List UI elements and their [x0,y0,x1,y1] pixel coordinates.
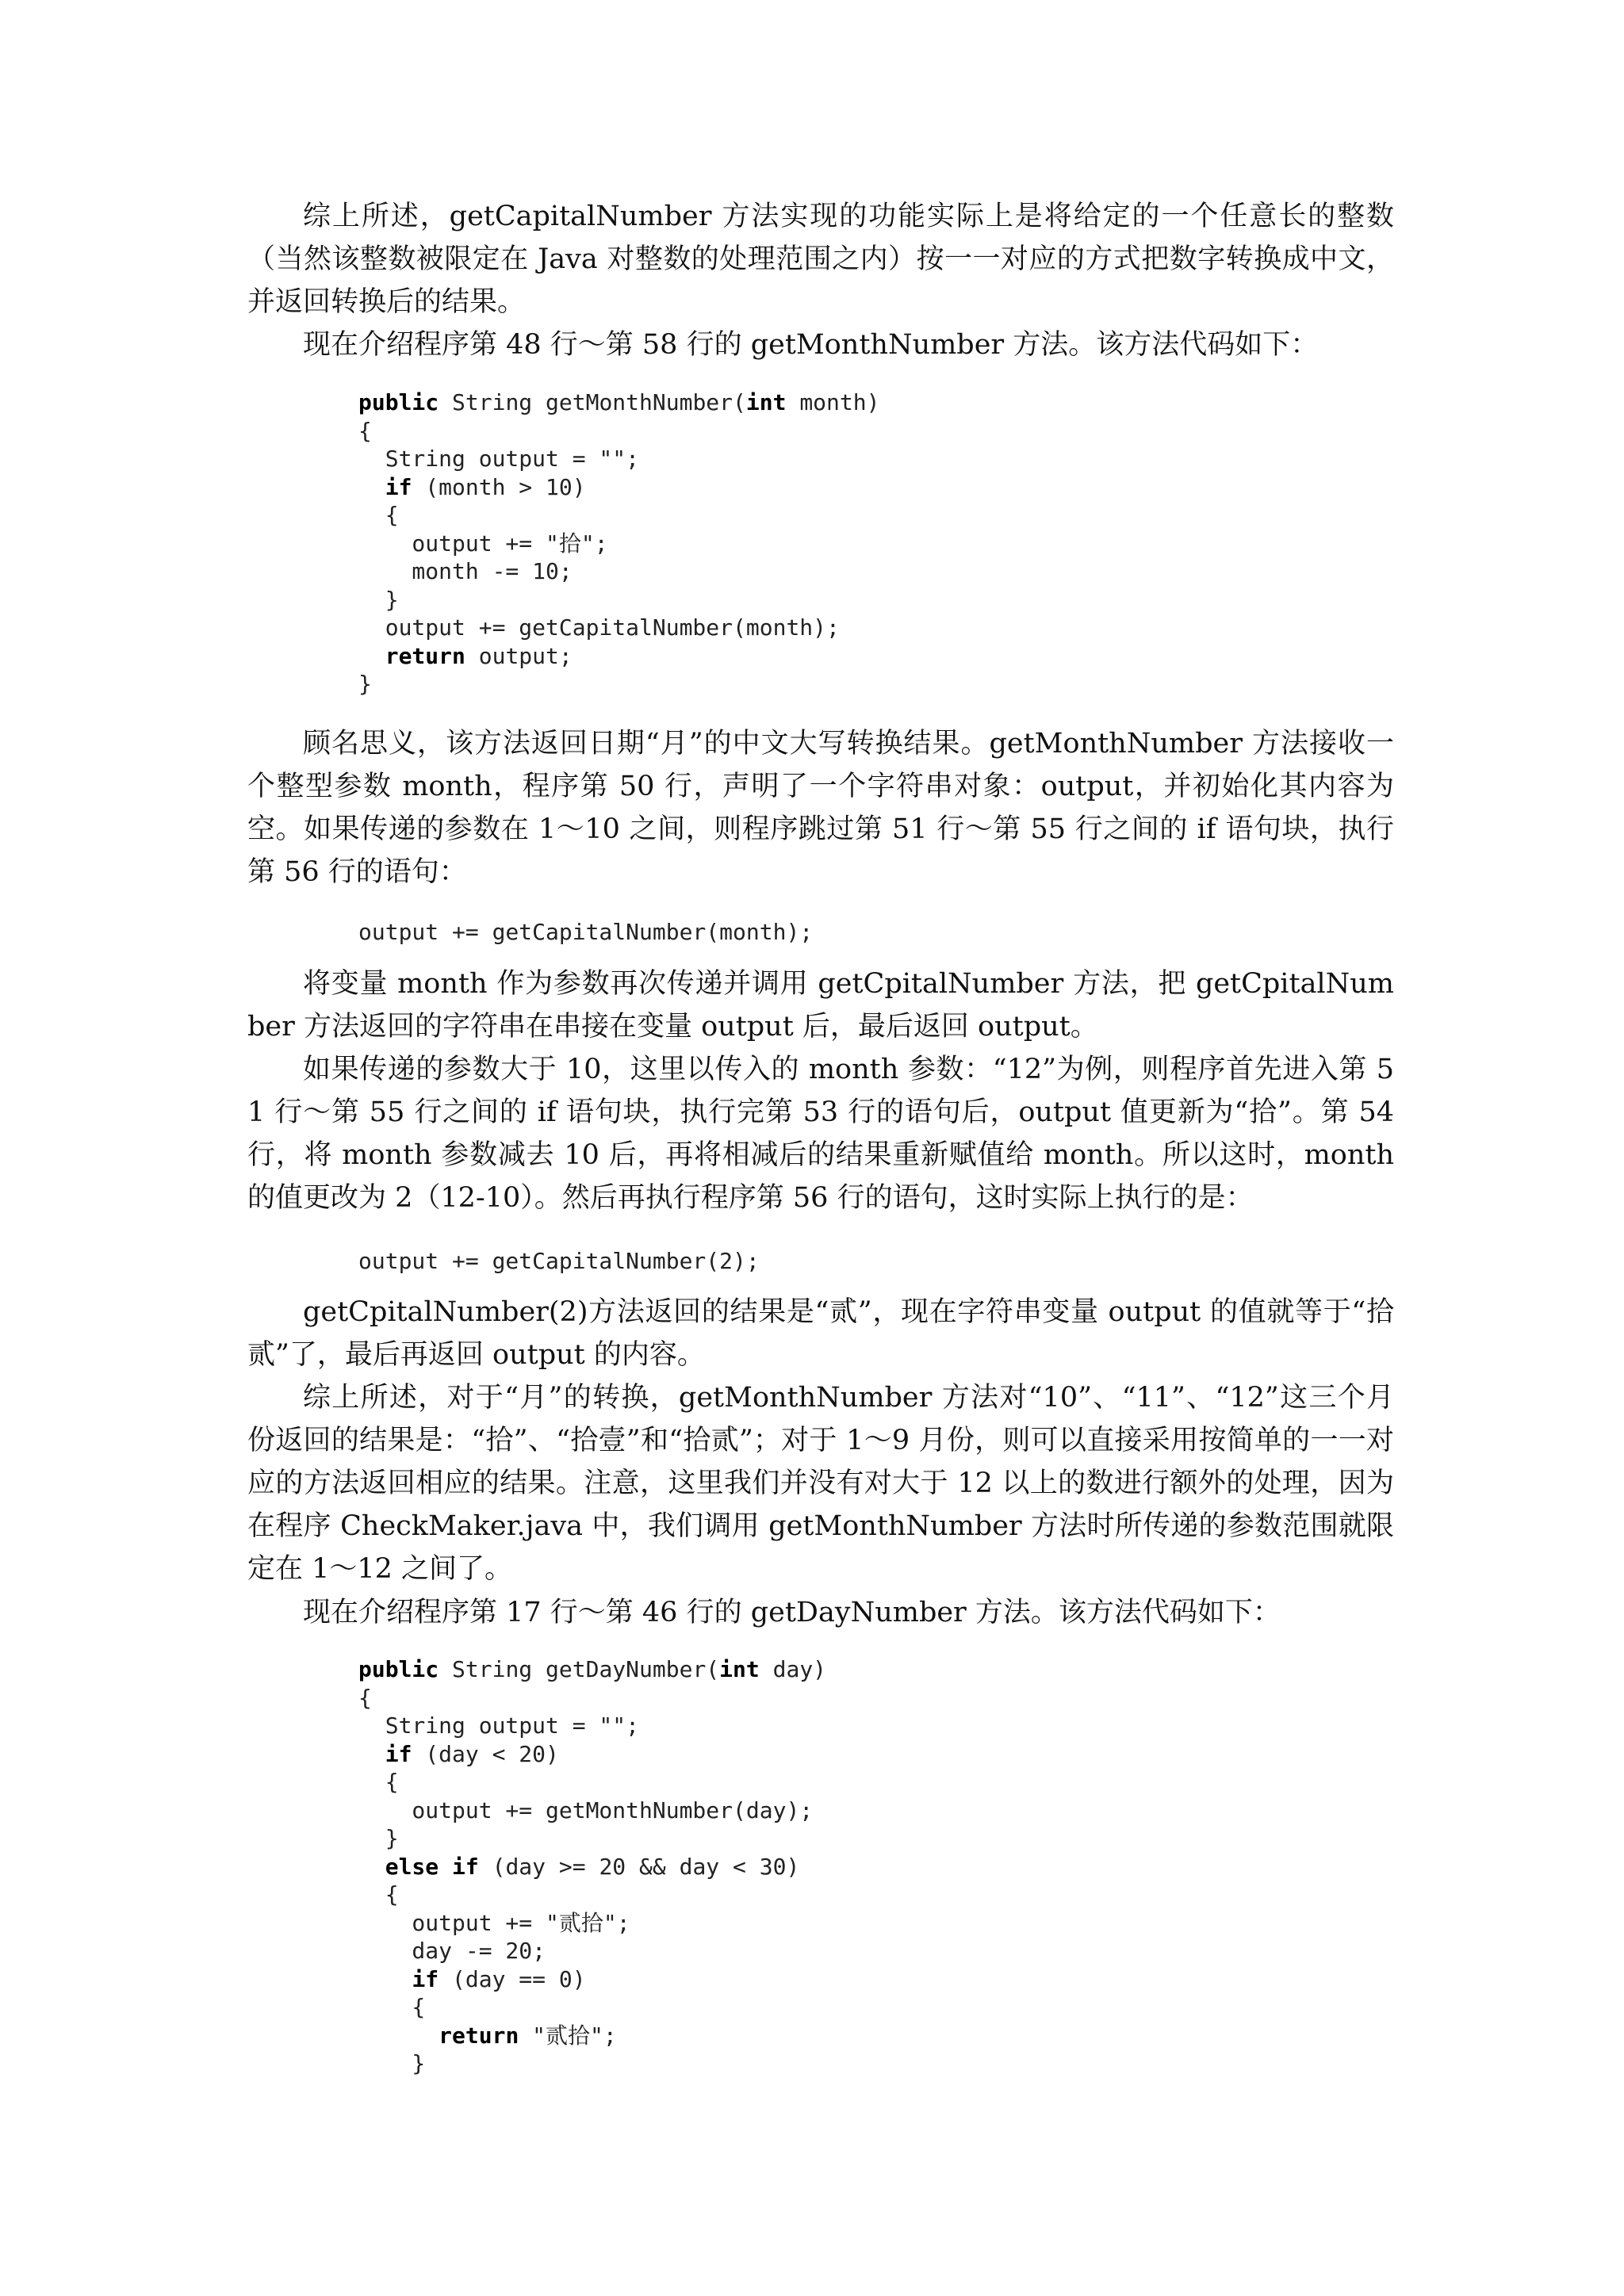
code-text: (day < 20) [412,1740,559,1767]
code-text: String output = ""; [358,446,640,472]
code-text: (day >= 20 && day < 30) [478,1853,800,1880]
code-line [358,1655,1389,1684]
code-text: { [358,1994,426,2020]
code-line [358,2049,1389,2078]
code-block-getmonthnumber [358,388,1389,698]
code-line [358,557,1389,586]
code-text: output += getCapitalNumber(month); [358,919,814,945]
code-keyword: else if [385,1853,479,1880]
code-line [358,1965,1389,1994]
code-text: } [358,586,399,613]
code-line [358,473,1389,502]
code-line [358,1909,1389,1938]
code-line [358,1684,1389,1712]
code-line [358,501,1389,530]
code-line [358,1824,1389,1853]
paragraph-getcpitalnumber-result: getCpitalNumber(2)方法返回的结果是“贰”，现在字符串变量 output 的值就等于“拾贰”了，最后再返回 output 的内容。 [247,1296,1394,1371]
code-text: String getMonthNumber( [439,389,746,415]
code-text: } [358,2050,426,2076]
code-block-statement-two [358,1247,1389,1276]
code-text: output; [465,642,573,669]
code-line [358,1937,1389,1965]
code-text [358,1854,385,1880]
code-text: } [358,671,372,697]
code-text: } [358,1825,399,1851]
code-text: "贰拾"; [519,2022,617,2049]
code-line [358,530,1389,558]
code-keyword: int [719,1656,760,1682]
code-text [358,1741,385,1767]
paragraph-month-greater-than-ten: 如果传递的参数大于 10，这里以传入的 month 参数：“12”为例，则程序首先进入第 51 行～第 55 行之间的 if 语句块，执行完第 53 行的语句后，output 值更新为“拾”。第 54 行，将 month 参数减去 10 后，再将相减后的结果重新赋值给 month。所以这时，month 的值更改为 2（12-10）。然后再执行程序第 56 行的语句，这时实际上执行的是： [247,1054,1395,1214]
code-text: output += getMonthNumber(day); [358,1797,814,1823]
code-text [358,474,385,500]
code-keyword: return [439,2022,519,2049]
code-text: output += getCapitalNumber(month); [358,614,840,641]
code-line [358,918,1389,947]
code-line [358,614,1389,642]
paragraph-intro-getmonthnumber: 现在介绍程序第 48 行～第 58 行的 getMonthNumber 方法。该方法代码如下： [303,329,1319,361]
paragraph-pass-month-variable: 将变量 month 作为参数再次传递并调用 getCpitalNumber 方法，把 getCpitalNumber 方法返回的字符串在串接在变量 output 后，最后返回 output。 [247,968,1394,1043]
code-text: { [358,1769,399,1795]
code-text: output += "拾"; [358,530,608,557]
code-line [358,1768,1389,1797]
code-text: { [358,1881,399,1908]
code-text: output += "贰拾"; [358,1909,630,1936]
code-keyword: public [358,389,439,415]
code-line [358,586,1389,614]
code-line [358,1993,1389,2022]
code-text [358,2022,439,2049]
code-text: (day == 0) [439,1965,586,1992]
code-line [358,445,1389,473]
code-line [358,1797,1389,1825]
code-keyword: return [385,642,465,669]
code-text [358,1966,412,1992]
code-block-statement-month [358,918,1389,947]
code-keyword: public [358,1656,439,1682]
paragraph-summary-getcapitalnumber: 综上所述，getCapitalNumber 方法实现的功能实际上是将给定的一个任意长的整数（当然该整数被限定在 Java 对整数的处理范围之内）按一一对应的方式把数字转换成中文，并返回转换后的结果。 [247,201,1394,318]
code-text: { [358,502,399,528]
code-keyword: if [412,1965,439,1992]
code-text: month) [786,389,880,415]
code-line [358,670,1389,698]
code-line [358,1247,1389,1276]
code-line [358,2022,1389,2050]
code-text: { [358,1684,372,1711]
code-line [358,1740,1389,1769]
paragraph-summary-month-conversion: 综上所述，对于“月”的转换，getMonthNumber 方法对“10”、“11”、“12”这三个月份返回的结果是：“拾”、“拾壹”和“拾贰”；对于 1～9 月份，则可以直接采用按简单的一一对应的方法返回相应的结果。注意，这里我们并没有对大于 12 以上的数进行额外的处理，因为在程序 CheckMaker.java 中，我们调用 getMonthNumber 方法时所传递的参数范围就限定在 1～12 之间了。 [247,1382,1394,1585]
code-keyword: if [385,473,412,500]
code-line [358,1881,1389,1909]
code-line [358,1853,1389,1881]
paragraph-getmonthnumber-explanation: 顾名思义，该方法返回日期“月”的中文大写转换结果。getMonthNumber 方法接收一个整型参数 month，程序第 50 行，声明了一个字符串对象：output，并初始化其内容为空。如果传递的参数在 1～10 之间，则程序跳过第 51 行～第 55 行之间的 if 语句块，执行第 56 行的语句： [247,728,1394,888]
code-text: day -= 20; [358,1938,546,1964]
code-text: output += getCapitalNumber(2); [358,1248,760,1274]
paragraph-intro-getdaynumber: 现在介绍程序第 17 行～第 46 行的 getDayNumber 方法。该方法代码如下： [303,1597,1281,1628]
code-text [358,643,385,669]
code-text: String getDayNumber( [439,1656,720,1682]
code-line [358,1712,1389,1740]
code-text: String output = ""; [358,1712,640,1739]
code-text: month -= 10; [358,558,573,584]
code-line [358,417,1389,446]
code-line [358,388,1389,417]
code-text: (month > 10) [412,473,586,500]
code-line [358,642,1389,671]
code-keyword: int [745,389,787,415]
code-keyword: if [385,1740,412,1767]
code-text: day) [759,1656,827,1682]
code-block-getdaynumber [358,1655,1389,2078]
code-text: { [358,417,372,444]
